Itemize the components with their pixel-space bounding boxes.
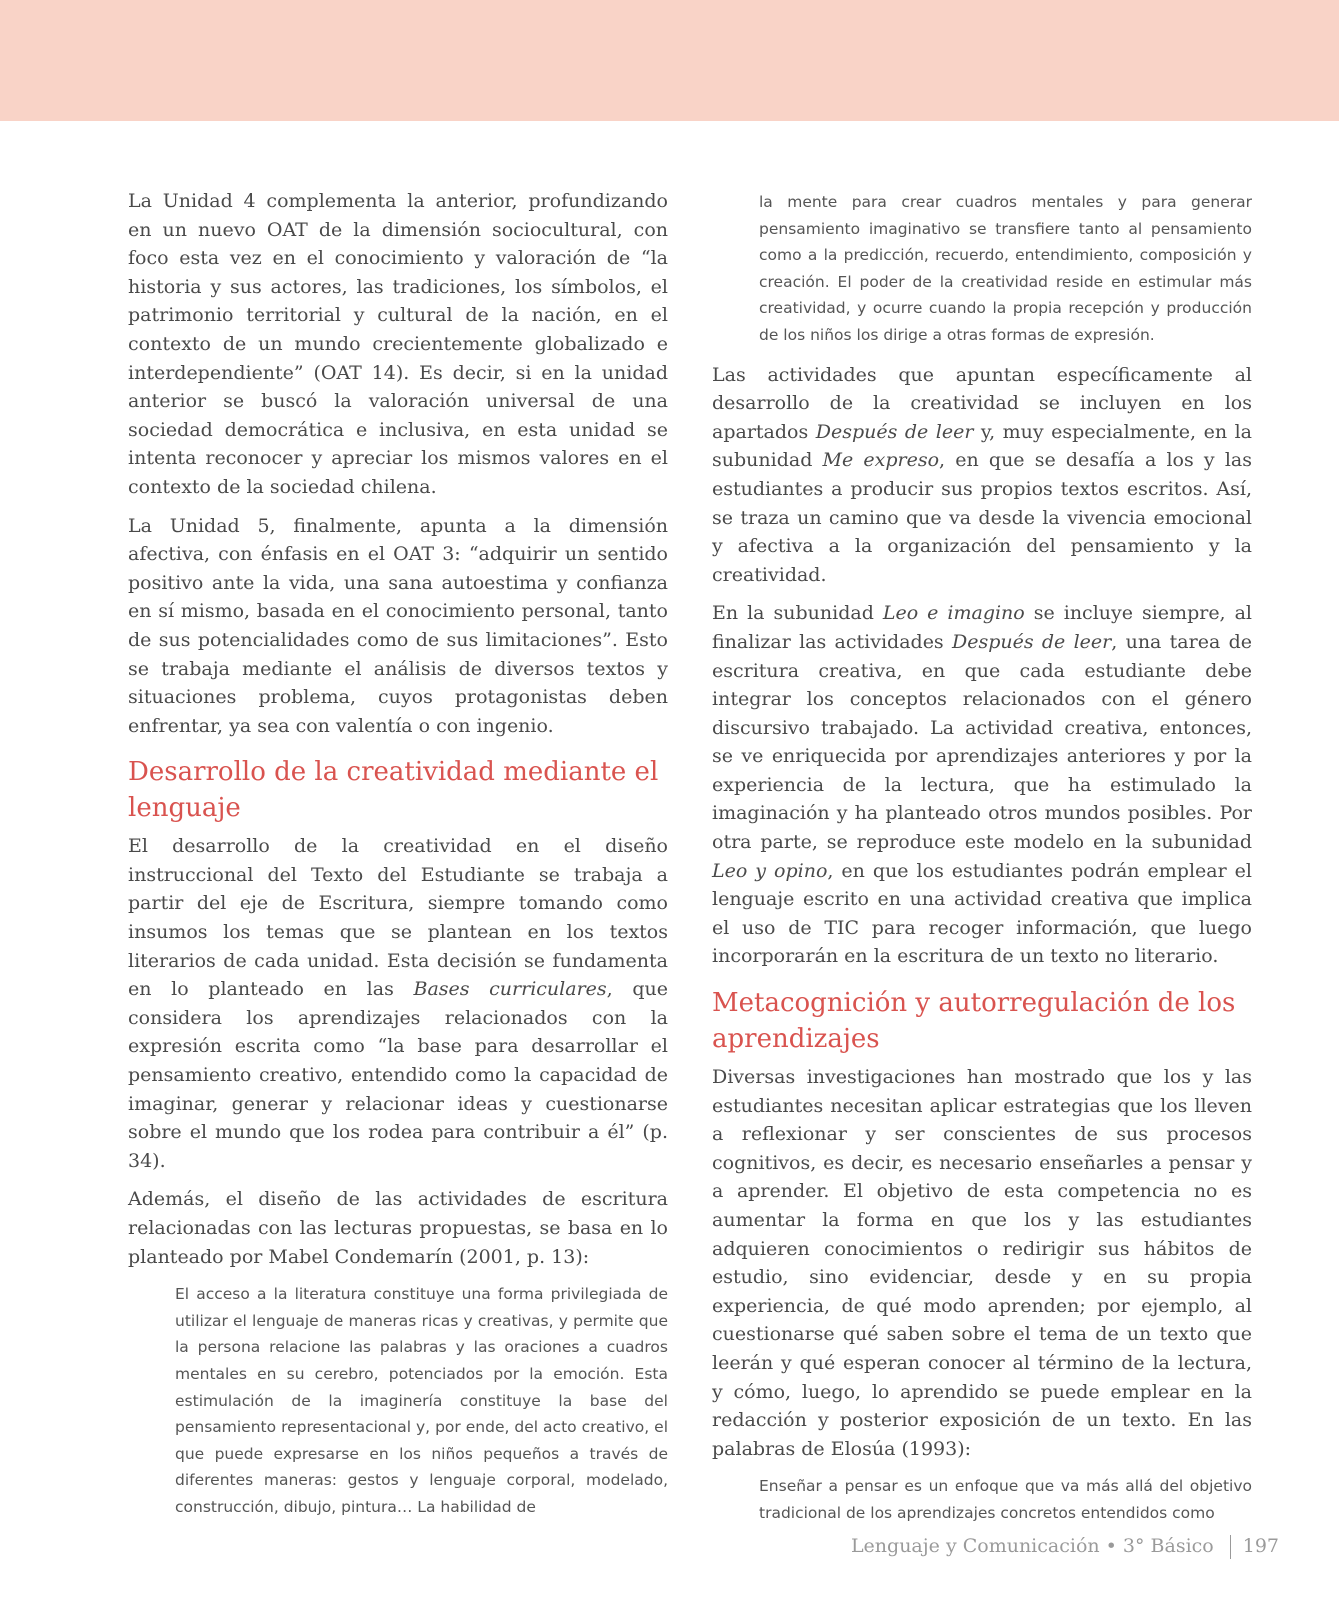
italic-text: Después de leer [951, 630, 1112, 653]
footer-divider [1230, 1535, 1231, 1559]
text-run: se incluye siempre, al finalizar las actividades [712, 602, 1253, 653]
right-column [712, 189, 1252, 1539]
paragraph: Diversas investigaciones han mostrado que los y las estudiantes necesitan aplicar estrategias que los lleven a reflexionar y ser conscientes de sus procesos cognitivos, es decir, es necesario enseñarles a pensar y a aprender. El objetivo de esta competencia no es aumentar la forma en que los y las estudiantes adquieren conocimientos o redirigir sus hábitos de estudio, sino evidenciar, desde y en su propia experiencia, de qué modo aprenden; por ejemplo, al cuestionarse qué saben sobre el tema de un texto que leerán y qué esperan conocer al término de la lectura, y cómo, luego, lo aprendido se puede emplear en la redacción y posterior exposición de un texto. En las palabras de Elosúa (1993): [712, 1066, 1252, 1460]
text-run: , en que se desafía a los y las estudiantes a producir sus propios textos escritos. Así, se traza un camino que va desde la vivencia emocional y afectiva a la organización del pensamiento y la creatividad. [712, 449, 1252, 586]
block-quote: El acceso a la literatura constituye una forma privilegiada de utilizar el lenguaje de maneras ricas y creativas, y permite que la persona relacione las palabras y las oraciones a cuadros mentales en su cerebro, potenciados por la emoción. Esta estimulación de la imaginería constituye la base del pensamiento representacional y, por ende, del acto creativo, el que puede expresarse en los niños pequeños a través de diferentes maneras: gestos y lenguaje corporal, modelado, construcción, dibujo, pintura… La habilidad de [175, 1285, 668, 1516]
text-run: El desarrollo de la creatividad en el diseño instruccional del Texto del Estudiante se trabaja a partir del eje de Escritura, siempre tomando como insumos los temas que se plantean en los textos literarios de cada unidad. Esta decisión se fundamenta en lo planteado en las [128, 835, 668, 1001]
text-run: Las actividades que apuntan específicamente al desarrollo de la creatividad se incluyen en los apartados [712, 363, 1252, 443]
block-quote: Enseñar a pensar es un enfoque que va más allá del objetivo tradicional de los aprendizajes concretos entendidos como [759, 1477, 1252, 1522]
text-run: , en que los estudiantes podrán emplear el lenguaje escrito en una actividad creativa que implica el uso de TIC para recoger información, que luego incorporarán en la escritura de un texto no literario. [712, 859, 1252, 968]
paragraph: La Unidad 5, finalmente, apunta a la dimensión afectiva, con énfasis en el OAT 3: “adquirir un sentido positivo ante la vida, una sana autoestima y confianza en sí mismo, basada en el conocimiento personal, tanto de sus potencialidades como de sus limitaciones”. Esto se trabaja mediante el análisis de diversos textos y situaciones problema, cuyos protagonistas deben enfrentar, ya sea con valentía o con ingenio. [128, 514, 668, 737]
section-heading: Desarrollo de la creatividad mediante el lenguaje [128, 757, 659, 824]
italic-text: Me expreso [822, 449, 940, 472]
paragraph: La Unidad 4 complementa la anterior, profundizando en un nuevo OAT de la dimensión sociocultural, con foco esta vez en el conocimiento y valoración de “la historia y sus actores, las tradiciones, los símbolos, el patrimonio territorial y cultural de la nación, en el contexto de un mundo crecientemente globalizado e interdependiente” (OAT 14). Es decir, si en la unidad anterior se buscó la valoración universal de una sociedad democrática e inclusiva, en esta unidad se intenta reconocer y apreciar los mismos valores en el contexto de la sociedad chilena. [128, 190, 668, 498]
book-title: Lenguaje y Comunicación • 3° Básico [850, 1535, 1214, 1557]
text-run: y, muy especialmente, en la subunidad [712, 420, 1252, 472]
section-heading: Metacognición y autorregulación de los aprendizajes [712, 988, 1236, 1055]
left-column [128, 187, 668, 1533]
paragraph [128, 832, 668, 1175]
text-run: , que considera los aprendizajes relacionados con la expresión escrita como “la base para desarrollar el pensamiento creativo, entendido como la capacidad de imaginar, generar y relacionar ideas y cuestionarse sobre el mundo que los rodea para contribuir a él” (p. 34). [128, 978, 668, 1172]
paragraph: Además, el diseño de las actividades de escritura relacionadas con las lecturas propuestas, se basa en lo planteado por Mabel Condemarín (2001, p. 13): [128, 1188, 668, 1268]
paragraph [712, 599, 1252, 971]
italic-text: Después de leer [815, 420, 974, 443]
paragraph [712, 361, 1252, 590]
page-number: 197 [1242, 1535, 1279, 1557]
page-footer [851, 1535, 1279, 1559]
italic-text: Bases curriculares [413, 978, 607, 1001]
header-band [0, 0, 1339, 121]
block-quote-continued: la mente para crear cuadros mentales y para generar pensamiento imaginativo se transfiere tanto al pensamiento como a la predicción, recuerdo, entendimiento, composición y creación. El poder de la creatividad reside en estimular más creatividad, y ocurre cuando la propia recepción y producción de los niños los dirige a otras formas de expresión. [759, 193, 1252, 344]
italic-text: Leo y opino [712, 859, 828, 882]
text-run: , una tarea de escritura creativa, en que cada estudiante debe integrar los conceptos relacionados con el género discursivo trabajado. La actividad creativa, entonces, se ve enriquecida por aprendizajes anteriores y por la experiencia de la lectura, que ha estimulado la imaginación y ha planteado otros mundos posibles. Por otra parte, se reproduce este modelo en la subunidad [712, 630, 1252, 854]
text-run: En la subunidad [712, 602, 883, 625]
italic-text: Leo e imagino [882, 602, 1025, 625]
